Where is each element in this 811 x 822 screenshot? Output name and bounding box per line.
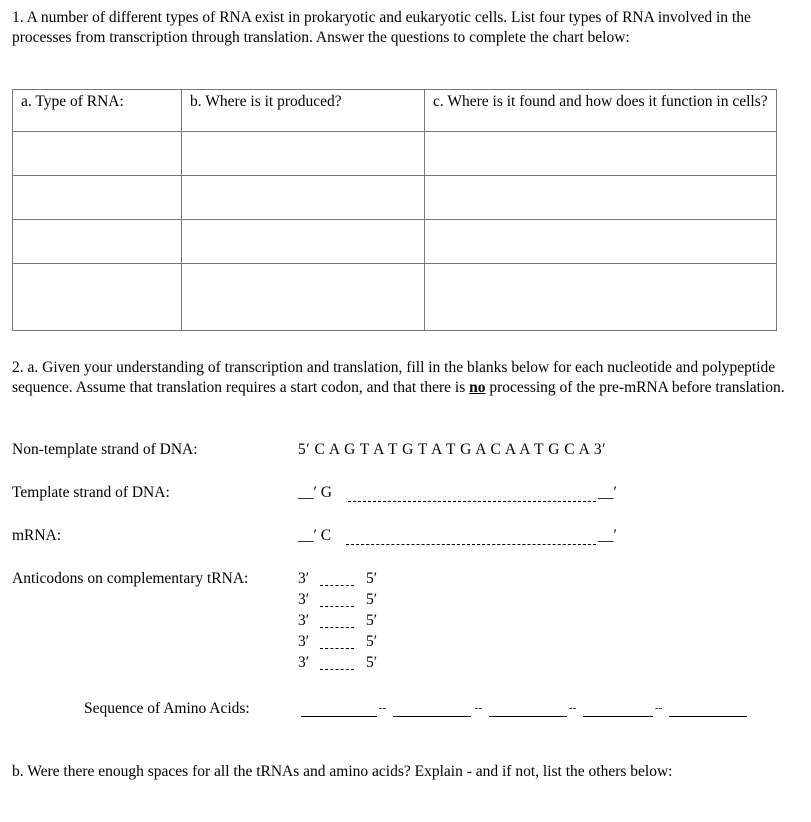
table-cell-produced[interactable]: [182, 132, 425, 176]
amino-separator-1: --: [379, 702, 387, 714]
anticodon-right-1: 5′: [366, 570, 378, 587]
question-2b-text: b. Were there enough spaces for all the tRNAs and amino acids? Explain - and if not, list the others below:: [12, 763, 673, 780]
question-2a-text: [12, 358, 787, 398]
amino-separator-3: --: [569, 702, 577, 714]
template-prefix[interactable]: __′ G: [298, 484, 332, 501]
anticodons-label: Anticodons on complementary tRNA:: [12, 570, 249, 587]
anticodon-right-4: 5′: [366, 633, 378, 650]
header-where-produced: b. Where is it produced?: [182, 90, 425, 132]
table-cell-function[interactable]: [425, 176, 777, 220]
table-cell-function[interactable]: [425, 220, 777, 264]
table-row: [13, 264, 777, 331]
question-1-text: 1. A number of different types of RNA exist in prokaryotic and eukaryotic cells. List four types of RNA involved in the processes from transcription through translation. Answer the questions to complete the chart below:: [12, 9, 751, 46]
question-2a-emphasis: no: [469, 379, 486, 396]
nontemplate-sequence: 5′ C A G T A T G T A T G A C A A T G C A 3′: [298, 441, 606, 458]
anticodon-left-3: 3′: [298, 612, 310, 629]
header-where-found: c. Where is it found and how does it function in cells?: [425, 90, 777, 132]
question-2a-text-part2: processing of the pre-mRNA before translation.: [485, 379, 785, 396]
amino-acids-label: Sequence of Amino Acids:: [84, 700, 250, 717]
mrna-blank[interactable]: [346, 544, 596, 545]
amino-acid-blank-5[interactable]: [669, 716, 747, 717]
anticodon-blank-3[interactable]: [320, 627, 354, 628]
table-cell-type[interactable]: [13, 132, 182, 176]
template-label: Template strand of DNA:: [12, 484, 170, 501]
anticodon-blank-2[interactable]: [320, 606, 354, 607]
table-row: [13, 176, 777, 220]
anticodon-left-4: 3′: [298, 633, 310, 650]
anticodon-blank-5[interactable]: [320, 669, 354, 670]
template-suffix: __′: [598, 484, 617, 501]
table-cell-function[interactable]: [425, 264, 777, 331]
anticodon-blank-1[interactable]: [320, 585, 354, 586]
amino-separator-4: --: [655, 702, 663, 714]
nontemplate-label: Non-template strand of DNA:: [12, 441, 198, 458]
anticodon-left-5: 3′: [298, 654, 310, 671]
anticodon-right-2: 5′: [366, 591, 378, 608]
table-row: [13, 220, 777, 264]
mrna-label: mRNA:: [12, 527, 62, 544]
amino-acid-blank-4[interactable]: [583, 716, 653, 717]
question-2a-text-part1: 2. a. Given your understanding of transcription and translation, fill in the blanks below for each nucleotide and polypeptide sequence. Assume that translation requires a start codon, and that there is: [12, 359, 776, 396]
amino-acid-blank-1[interactable]: [301, 716, 377, 717]
amino-acid-blank-2[interactable]: [393, 716, 471, 717]
table-header-row: [13, 90, 777, 132]
anticodon-left-2: 3′: [298, 591, 310, 608]
table-cell-function[interactable]: [425, 132, 777, 176]
mrna-prefix[interactable]: __′ C: [298, 527, 332, 544]
anticodon-left-1: 3′: [298, 570, 310, 587]
table-cell-type[interactable]: [13, 264, 182, 331]
table-cell-produced[interactable]: [182, 220, 425, 264]
anticodon-blank-4[interactable]: [320, 648, 354, 649]
mrna-suffix: __′: [598, 527, 617, 544]
table-row: [13, 132, 777, 176]
table-cell-produced[interactable]: [182, 176, 425, 220]
table-cell-type[interactable]: [13, 220, 182, 264]
rna-types-table: [12, 89, 777, 331]
table-cell-type[interactable]: [13, 176, 182, 220]
anticodon-right-5: 5′: [366, 654, 378, 671]
amino-acid-blank-3[interactable]: [489, 716, 567, 717]
amino-separator-2: --: [475, 702, 483, 714]
table-cell-produced[interactable]: [182, 264, 425, 331]
template-blank[interactable]: [348, 501, 596, 502]
anticodon-right-3: 5′: [366, 612, 378, 629]
header-type-of-rna: a. Type of RNA:: [13, 90, 182, 132]
